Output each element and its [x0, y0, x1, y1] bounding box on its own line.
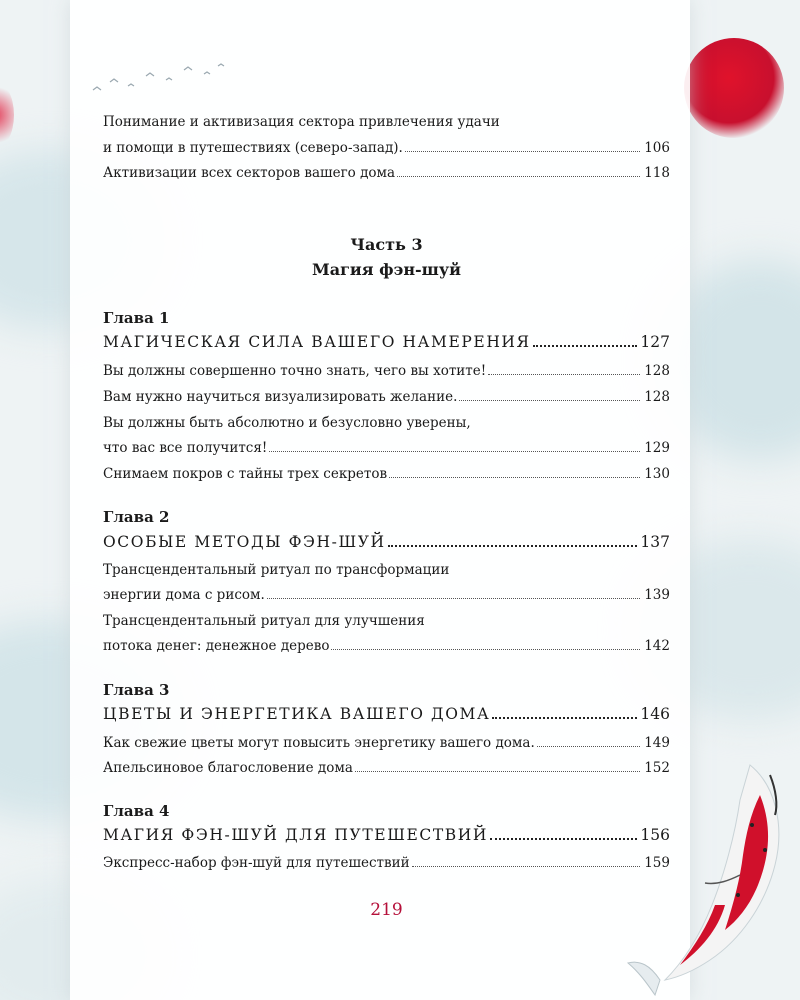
intro-entry-1: Понимание и активизация сектора привлечения удачи [103, 114, 500, 130]
koi-fish-icon [600, 755, 800, 1000]
chapter-3-title: ЦВЕТЫ И ЭНЕРГЕТИКА ВАШЕГО ДОМА 146 [103, 705, 670, 723]
chapter-4-entry-1: Экспресс-набор фэн-шуй для путешествий 159 [103, 855, 670, 871]
chapter-1-entry-5: Снимаем покров с тайны трех секретов 130 [103, 466, 670, 482]
chapter-1-entry-4: что вас все получится! 129 [103, 440, 670, 456]
chapter-2-entry-3: Трансцендентальный ритуал для улучшения [103, 613, 425, 629]
dot-leader [490, 838, 637, 840]
dot-leader [397, 176, 640, 177]
chapter-2-entry-2: энергии дома с рисом. 139 [103, 587, 670, 603]
dot-leader [533, 345, 638, 347]
chapter-2-entry-1: Трансцендентальный ритуал по трансформации [103, 562, 450, 578]
chapter-1-entry-3: Вы должны быть абсолютно и безусловно уверены, [103, 415, 471, 431]
intro-entry-3: Активизации всех секторов вашего дома 118 [103, 165, 670, 181]
chapter-3-label: Глава 3 [103, 681, 170, 699]
chapter-3-entry-2: Апельсиновое благословение дома 152 [103, 760, 670, 776]
page-number: 219 [370, 900, 403, 920]
chapter-1-title: МАГИЧЕСКАЯ СИЛА ВАШЕГО НАМЕРЕНИЯ 127 [103, 333, 670, 351]
dot-leader [331, 649, 640, 650]
dot-leader [355, 771, 640, 772]
chapter-2-label: Глава 2 [103, 508, 170, 526]
dot-leader [269, 451, 640, 452]
dot-leader [267, 598, 640, 599]
birds-icon [88, 60, 228, 100]
part-label: Часть 3 [350, 235, 423, 254]
chapter-4-title: МАГИЯ ФЭН-ШУЙ ДЛЯ ПУТЕШЕСТВИЙ 156 [103, 826, 670, 844]
dot-leader [412, 866, 641, 867]
chapter-2-entry-4: потока денег: денежное дерево 142 [103, 638, 670, 654]
dot-leader [389, 477, 640, 478]
chapter-4-label: Глава 4 [103, 802, 170, 820]
dot-leader [537, 746, 640, 747]
intro-entry-2: и помощи в путешествиях (северо-запад). 106 [103, 140, 670, 156]
left-sun-shape [0, 80, 14, 150]
part-title: Магия фэн-шуй [312, 260, 461, 279]
chapter-1-label: Глава 1 [103, 309, 170, 327]
dot-leader [388, 545, 638, 547]
dot-leader [405, 151, 640, 152]
dot-leader [459, 400, 640, 401]
dot-leader [488, 374, 640, 375]
chapter-1-entry-2: Вам нужно научиться визуализировать желание. 128 [103, 389, 670, 405]
chapter-2-title: ОСОБЫЕ МЕТОДЫ ФЭН-ШУЙ 137 [103, 533, 670, 551]
chapter-3-entry-1: Как свежие цветы могут повысить энергетику вашего дома. 149 [103, 735, 670, 751]
red-sun-icon [684, 38, 784, 138]
dot-leader [492, 717, 637, 719]
chapter-1-entry-1: Вы должны совершенно точно знать, чего вы хотите! 128 [103, 363, 670, 379]
